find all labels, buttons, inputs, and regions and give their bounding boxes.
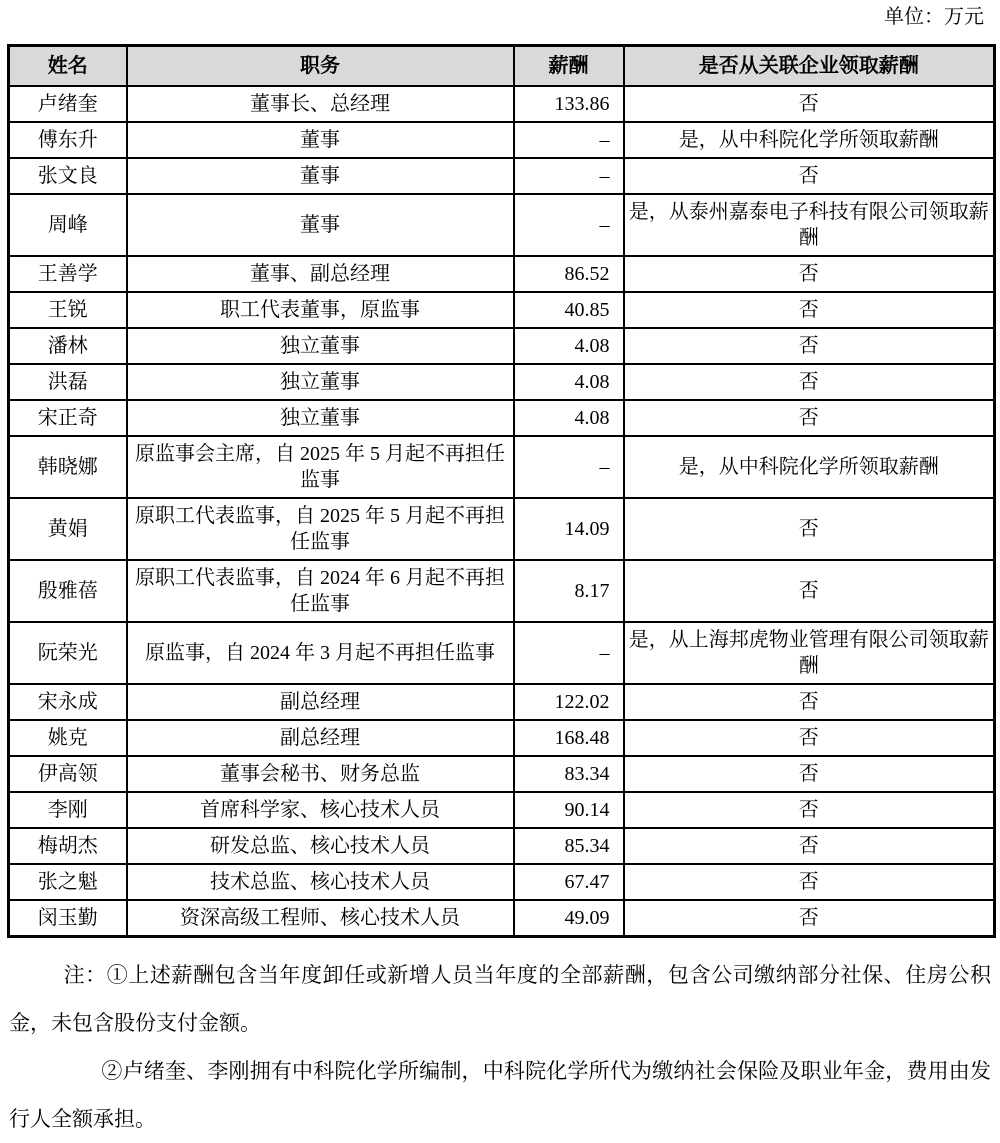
cell-position: 原监事会主席，自 2025 年 5 月起不再担任监事: [127, 436, 514, 498]
cell-related: 是，从中科院化学所领取薪酬: [624, 122, 995, 158]
cell-name: 李刚: [9, 792, 127, 828]
table-row: [9, 158, 995, 194]
cell-salary: 40.85: [514, 292, 624, 328]
cell-name: 宋正奇: [9, 400, 127, 436]
cell-salary: 90.14: [514, 792, 624, 828]
cell-salary: 133.86: [514, 86, 624, 122]
table-row: [9, 560, 995, 622]
cell-position: 董事: [127, 122, 514, 158]
cell-related: 否: [624, 328, 995, 364]
cell-position: 独立董事: [127, 328, 514, 364]
cell-related: 是，从泰州嘉泰电子科技有限公司领取薪酬: [624, 194, 995, 256]
cell-related: 否: [624, 400, 995, 436]
table-body: [9, 86, 995, 937]
cell-position: 董事: [127, 158, 514, 194]
cell-name: 韩晓娜: [9, 436, 127, 498]
cell-name: 王善学: [9, 256, 127, 292]
cell-related: 否: [624, 86, 995, 122]
table-row: [9, 86, 995, 122]
cell-position: 独立董事: [127, 400, 514, 436]
cell-name: 潘林: [9, 328, 127, 364]
cell-related: 否: [624, 292, 995, 328]
table-row: [9, 720, 995, 756]
header-salary: 薪酬: [514, 46, 624, 87]
cell-name: 张文良: [9, 158, 127, 194]
cell-related: 是，从上海邦虎物业管理有限公司领取薪酬: [624, 622, 995, 684]
cell-name: 周峰: [9, 194, 127, 256]
cell-position: 副总经理: [127, 684, 514, 720]
table-row: [9, 792, 995, 828]
table-row: [9, 900, 995, 937]
cell-position: 研发总监、核心技术人员: [127, 828, 514, 864]
header-position: 职务: [127, 46, 514, 87]
footnote-1: 注：①上述薪酬包含当年度卸任或新增人员当年度的全部薪酬，包含公司缴纳部分社保、住房公积金，未包含股份支付金额。: [9, 963, 991, 1035]
cell-salary: 122.02: [514, 684, 624, 720]
cell-name: 殷雅蓓: [9, 560, 127, 622]
cell-name: 闵玉勤: [9, 900, 127, 937]
cell-name: 张之魁: [9, 864, 127, 900]
table-row: [9, 436, 995, 498]
cell-position: 原职工代表监事，自 2024 年 6 月起不再担任监事: [127, 560, 514, 622]
cell-name: 伊高领: [9, 756, 127, 792]
table-row: [9, 292, 995, 328]
cell-position: 副总经理: [127, 720, 514, 756]
cell-position: 原监事，自 2024 年 3 月起不再担任监事: [127, 622, 514, 684]
table-row: [9, 622, 995, 684]
table-row: [9, 122, 995, 158]
cell-salary: 86.52: [514, 256, 624, 292]
table-row: [9, 364, 995, 400]
cell-related: 否: [624, 158, 995, 194]
cell-position: 董事会秘书、财务总监: [127, 756, 514, 792]
cell-related: 是，从中科院化学所领取薪酬: [624, 436, 995, 498]
cell-name: 傅东升: [9, 122, 127, 158]
cell-position: 职工代表董事，原监事: [127, 292, 514, 328]
cell-related: 否: [624, 864, 995, 900]
cell-name: 王锐: [9, 292, 127, 328]
header-name: 姓名: [9, 46, 127, 87]
table-row: [9, 400, 995, 436]
table-row: [9, 864, 995, 900]
cell-name: 梅胡杰: [9, 828, 127, 864]
cell-name: 宋永成: [9, 684, 127, 720]
footnotes: [9, 951, 991, 1143]
cell-name: 卢绪奎: [9, 86, 127, 122]
cell-salary: 67.47: [514, 864, 624, 900]
cell-position: 董事、副总经理: [127, 256, 514, 292]
header-row: [9, 46, 995, 87]
cell-related: 否: [624, 792, 995, 828]
cell-salary: 4.08: [514, 328, 624, 364]
compensation-table: [7, 44, 996, 938]
cell-position: 董事长、总经理: [127, 86, 514, 122]
cell-position: 资深高级工程师、核心技术人员: [127, 900, 514, 937]
cell-position: 独立董事: [127, 364, 514, 400]
cell-salary: 14.09: [514, 498, 624, 560]
cell-position: 原职工代表监事，自 2025 年 5 月起不再担任监事: [127, 498, 514, 560]
cell-salary: –: [514, 194, 624, 256]
cell-name: 黄娟: [9, 498, 127, 560]
cell-salary: 49.09: [514, 900, 624, 937]
cell-salary: –: [514, 622, 624, 684]
cell-salary: 4.08: [514, 400, 624, 436]
cell-related: 否: [624, 720, 995, 756]
cell-related: 否: [624, 256, 995, 292]
unit-label: 单位：万元: [884, 6, 984, 28]
cell-position: 技术总监、核心技术人员: [127, 864, 514, 900]
table-row: [9, 256, 995, 292]
cell-position: 首席科学家、核心技术人员: [127, 792, 514, 828]
table-row: [9, 328, 995, 364]
cell-salary: 168.48: [514, 720, 624, 756]
footnote-2: ②卢绪奎、李刚拥有中科院化学所编制，中科院化学所代为缴纳社会保险及职业年金，费用由发行人全额承担。: [9, 1059, 991, 1131]
cell-salary: –: [514, 122, 624, 158]
table-row: [9, 194, 995, 256]
cell-salary: 85.34: [514, 828, 624, 864]
cell-position: 董事: [127, 194, 514, 256]
cell-related: 否: [624, 684, 995, 720]
cell-related: 否: [624, 498, 995, 560]
cell-related: 否: [624, 900, 995, 937]
cell-related: 否: [624, 364, 995, 400]
header-related: 是否从关联企业领取薪酬: [624, 46, 995, 87]
cell-name: 姚克: [9, 720, 127, 756]
table-row: [9, 756, 995, 792]
cell-salary: –: [514, 436, 624, 498]
cell-salary: 4.08: [514, 364, 624, 400]
table-row: [9, 828, 995, 864]
cell-related: 否: [624, 756, 995, 792]
cell-salary: 8.17: [514, 560, 624, 622]
cell-salary: –: [514, 158, 624, 194]
table-row: [9, 498, 995, 560]
cell-name: 洪磊: [9, 364, 127, 400]
cell-related: 否: [624, 828, 995, 864]
cell-salary: 83.34: [514, 756, 624, 792]
table-row: [9, 684, 995, 720]
cell-related: 否: [624, 560, 995, 622]
cell-name: 阮荣光: [9, 622, 127, 684]
